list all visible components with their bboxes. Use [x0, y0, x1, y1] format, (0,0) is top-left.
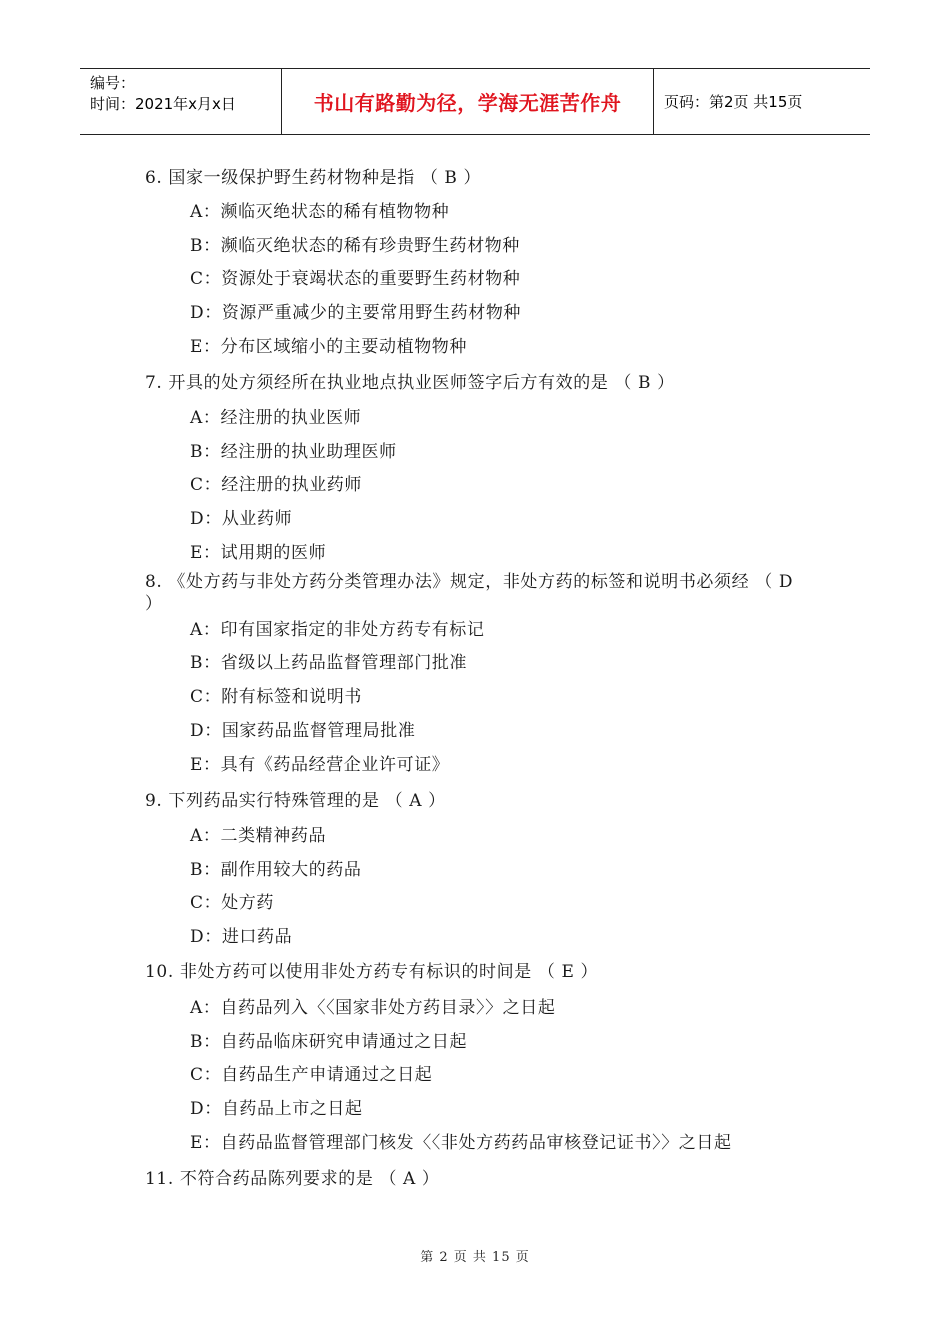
q8-option-c: C：附有标签和说明书: [190, 687, 363, 707]
page-header: [80, 68, 870, 135]
q9-option-c: C：处方药: [190, 893, 275, 913]
header-motto: 书山有路勤为径，学海无涯苦作舟: [313, 91, 622, 115]
question-10: 10. 非处方药可以使用非处方药专有标识的时间是 （ E ）: [145, 962, 599, 982]
q6-option-a: A：濒临灭绝状态的稀有植物物种: [190, 202, 450, 222]
q8-option-e: E：具有《药品经营企业许可证》: [190, 755, 450, 775]
q6-option-e: E：分布区域缩小的主要动植物物种: [190, 337, 468, 357]
q7-option-e: E：试用期的医师: [190, 543, 327, 563]
number-label: 编号：: [90, 74, 136, 92]
header-page-label: 页码：第2页 共15页: [664, 93, 803, 111]
q9-option-d: D：进口药品: [190, 927, 293, 947]
q10-option-b: B：自药品临床研究申请通过之日起: [190, 1032, 468, 1052]
q7-option-b: B：经注册的执业助理医师: [190, 442, 397, 462]
q10-option-e: E：自药品监督管理部门核发〈〈非处方药药品审核登记证书〉〉之日起: [190, 1133, 732, 1153]
q10-option-a: A：自药品列入〈〈国家非处方药目录〉〉之日起: [190, 998, 556, 1018]
q6-option-d: D：资源严重减少的主要常用野生药材物种: [190, 303, 522, 323]
q7-option-d: D：从业药师: [190, 509, 293, 529]
q8-option-d: D：国家药品监督管理局批准: [190, 721, 416, 741]
q10-option-d: D：自药品上市之日起: [190, 1099, 363, 1119]
q10-option-c: C：自药品生产申请通过之日起: [190, 1065, 433, 1085]
q7-option-c: C：经注册的执业药师: [190, 475, 363, 495]
q6-option-c: C：资源处于衰竭状态的重要野生药材物种: [190, 269, 521, 289]
q7-option-a: A：经注册的执业医师: [190, 408, 362, 428]
question-8-continued: ）: [145, 594, 163, 614]
question-7: 7. 开具的处方须经所在执业地点执业医师签字后方有效的是 （ B ）: [145, 373, 675, 393]
q9-option-a: A：二类精神药品: [190, 826, 327, 846]
question-9: 9. 下列药品实行特殊管理的是 （ A ）: [145, 791, 446, 811]
question-8: 8. 《处方药与非处方药分类管理办法》规定，非处方药的标签和说明书必须经 （ D: [145, 572, 794, 592]
q8-option-b: B：省级以上药品监督管理部门批准: [190, 653, 468, 673]
header-meta: [80, 69, 282, 134]
q9-option-b: B：副作用较大的药品: [190, 860, 362, 880]
question-6: 6. 国家一级保护野生药材物种是指 （ B ）: [145, 168, 482, 188]
time-label: 时间：2021年x月x日: [90, 95, 236, 113]
q6-option-b: B：濒临灭绝状态的稀有珍贵野生药材物种: [190, 236, 520, 256]
header-motto-cell: [282, 69, 654, 134]
header-page-cell: [654, 69, 870, 134]
page-footer: 第 2 页 共 15 页: [420, 1250, 530, 1265]
question-11: 11. 不符合药品陈列要求的是 （ A ）: [145, 1169, 440, 1189]
q8-option-a: A：印有国家指定的非处方药专有标记: [190, 620, 485, 640]
